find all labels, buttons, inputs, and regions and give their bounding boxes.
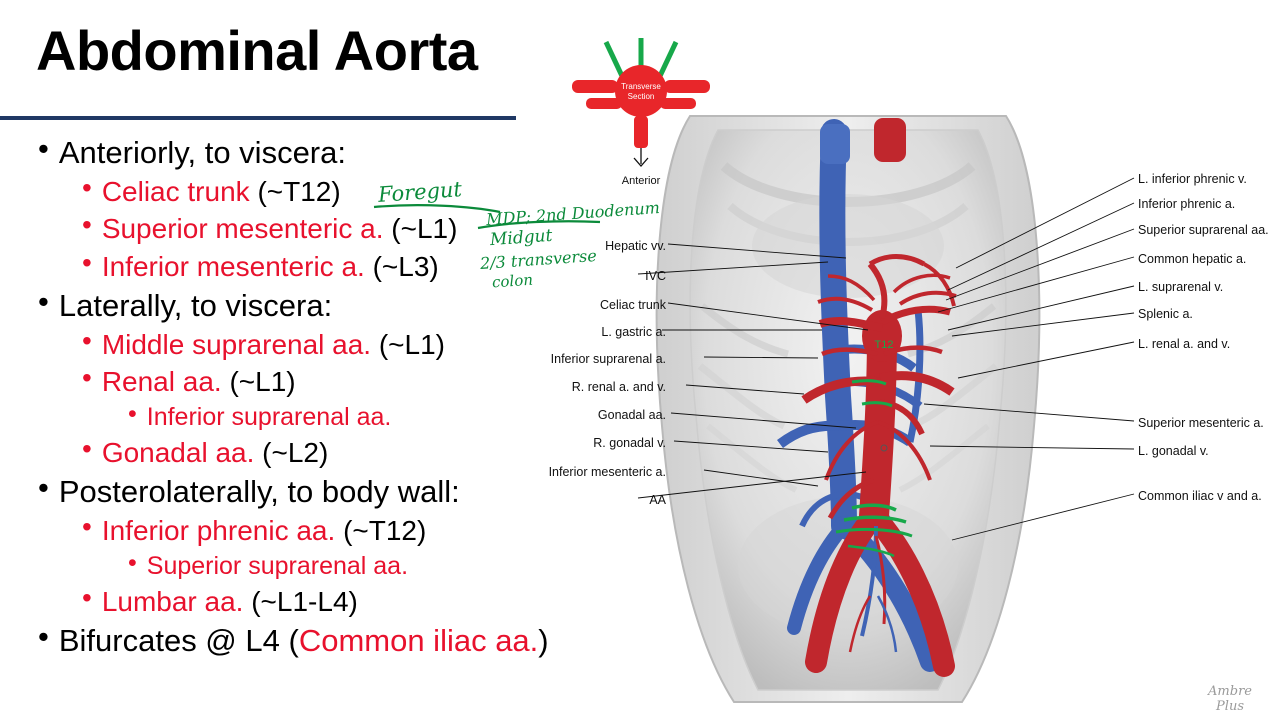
bullet-item <box>82 512 552 549</box>
bullet-marker: • <box>82 432 92 464</box>
bullet-item <box>128 550 552 583</box>
figure-label-right: L. suprarenal v. <box>1138 280 1224 294</box>
bullet-text-segment: (~L1) <box>391 213 458 245</box>
bullet-marker: • <box>82 209 92 241</box>
figure-label-right: Common iliac v and a. <box>1138 489 1262 503</box>
bullet-marker: • <box>128 548 137 577</box>
bullet-text-segment: Lumbar aa. <box>101 585 252 617</box>
bullet-list <box>32 132 552 661</box>
figure-label-left: Inferior mesenteric a. <box>548 465 666 479</box>
bullet-marker: • <box>82 362 92 394</box>
figure-label-left: Celiac trunk <box>600 298 666 312</box>
abdominal-cavity-illustration <box>638 96 1058 712</box>
bullet-item <box>38 285 552 326</box>
figure-label-right: L. renal a. and v. <box>1138 337 1231 351</box>
midgut-note-line1: MDP; 2nd Duodenum <box>485 197 661 230</box>
bullet-text <box>59 285 332 326</box>
foregut-note: Foregut <box>377 177 463 207</box>
bullet-text <box>102 434 329 471</box>
bullet-item <box>82 434 552 471</box>
bullet-text-segment: Superior suprarenal aa. <box>146 551 409 580</box>
bullet-marker: • <box>38 470 49 506</box>
bullet-text <box>59 620 549 661</box>
bullet-text <box>147 401 392 434</box>
bullet-text-segment: (~T12) <box>343 515 427 547</box>
aorta-diagram <box>638 96 1058 712</box>
bullet-text-segment: Inferior suprarenal aa. <box>146 402 392 431</box>
figure-label-left: IVC <box>645 269 666 283</box>
bullet-text <box>102 512 427 549</box>
watermark-line2: Plus <box>1216 698 1244 714</box>
figure-label-left: Hepatic vv. <box>605 239 666 253</box>
page-title: Abdominal Aorta <box>36 19 478 82</box>
bullet-text <box>59 132 346 173</box>
bullet-text <box>102 210 458 247</box>
inset-anterior-label: Anterior <box>621 175 661 187</box>
bullet-marker: • <box>38 131 49 166</box>
bullet-text-segment: (~L3) <box>372 250 439 282</box>
figure-label-right: Superior suprarenal aa. <box>1138 223 1269 237</box>
bullet-text-segment: Renal aa. <box>101 366 230 398</box>
title-divider <box>0 116 516 120</box>
bullet-item <box>82 173 552 210</box>
bullet-item <box>38 620 552 661</box>
bullet-text-segment: Middle suprarenal aa. <box>101 329 379 361</box>
figure-label-right: L. gonadal v. <box>1138 444 1209 458</box>
bullet-marker: • <box>128 399 137 428</box>
bullet-item <box>128 401 552 434</box>
midgut-note-line2: Midgut <box>489 225 554 251</box>
figure-label-left: L. gastric a. <box>601 325 666 339</box>
figure-label-right: Common hepatic a. <box>1138 252 1247 266</box>
figure-label-left: R. gonadal v. <box>593 436 666 450</box>
bullet-text-segment: Inferior mesenteric a. <box>101 250 373 282</box>
inset-label-line1: Transverse <box>621 82 661 91</box>
bullet-marker: • <box>38 619 49 655</box>
figure-label-right: Superior mesenteric a. <box>1138 416 1264 430</box>
figure-label-right: Inferior phrenic a. <box>1138 197 1236 211</box>
ivc-vessel <box>832 132 844 526</box>
bullet-text <box>102 173 341 210</box>
bullet-text-segment: Laterally, to viscera: <box>58 287 333 323</box>
bullet-text <box>59 471 460 512</box>
inset-label-line2: Section <box>627 92 655 101</box>
bullet-item <box>38 471 552 512</box>
bullet-text-segment: Celiac trunk <box>101 176 258 208</box>
figure-label-right: L. inferior phrenic v. <box>1138 172 1247 186</box>
bullet-text <box>102 363 296 400</box>
bullet-marker: • <box>82 325 92 357</box>
bullet-text-segment: Gonadal aa. <box>101 436 263 468</box>
bullet-text <box>102 583 358 620</box>
figure-label-left: AA <box>649 493 666 507</box>
bullet-text <box>102 248 439 285</box>
figure-label-left: Gonadal aa. <box>597 408 666 422</box>
midgut-note-line3: 2/3 transverse <box>479 245 598 274</box>
bullet-text-segment: Superior mesenteric a. <box>101 213 392 245</box>
bullet-text-segment: (~T12) <box>257 176 341 208</box>
figure-label-left: R. renal a. and v. <box>571 380 666 394</box>
midgut-note-line4: colon <box>491 270 534 292</box>
bullet-item <box>38 132 552 173</box>
bullet-text-segment: (~L1) <box>378 329 446 361</box>
bullet-item <box>82 326 552 363</box>
bullet-marker: • <box>82 172 92 204</box>
bullet-text-segment: ) <box>538 623 549 659</box>
watermark-line1: Ambre <box>1208 684 1252 700</box>
anatomy-figure-panel <box>548 0 1280 720</box>
bullet-text-segment: Bifurcates @ L4 ( <box>58 623 299 659</box>
bullet-marker: • <box>82 581 92 613</box>
figure-label-left: Inferior suprarenal a. <box>550 352 666 366</box>
bullet-text-segment: Posterolaterally, to body wall: <box>58 474 460 510</box>
bullet-text-segment: (~L2) <box>262 436 329 468</box>
bullet-text-segment: Common iliac aa. <box>298 623 539 659</box>
bullet-text-segment: (~L1-L4) <box>251 585 358 617</box>
bullet-marker: • <box>82 246 92 278</box>
watermark <box>1208 685 1252 714</box>
bullet-item <box>82 583 552 620</box>
bullet-text <box>147 550 408 583</box>
bullet-text <box>102 326 445 363</box>
bullet-text-segment: (~L1) <box>229 366 296 398</box>
aorta-top <box>874 118 906 162</box>
bullet-text-segment: Inferior phrenic aa. <box>101 515 344 547</box>
bullet-marker: • <box>82 511 92 543</box>
figure-label-right: Splenic a. <box>1138 307 1193 321</box>
bullet-text-segment: Anteriorly, to viscera: <box>58 135 346 170</box>
bullet-item <box>82 363 552 400</box>
bullet-marker: • <box>38 283 49 319</box>
vertebra-label: T12 <box>874 339 894 351</box>
bullet-item <box>82 210 552 247</box>
